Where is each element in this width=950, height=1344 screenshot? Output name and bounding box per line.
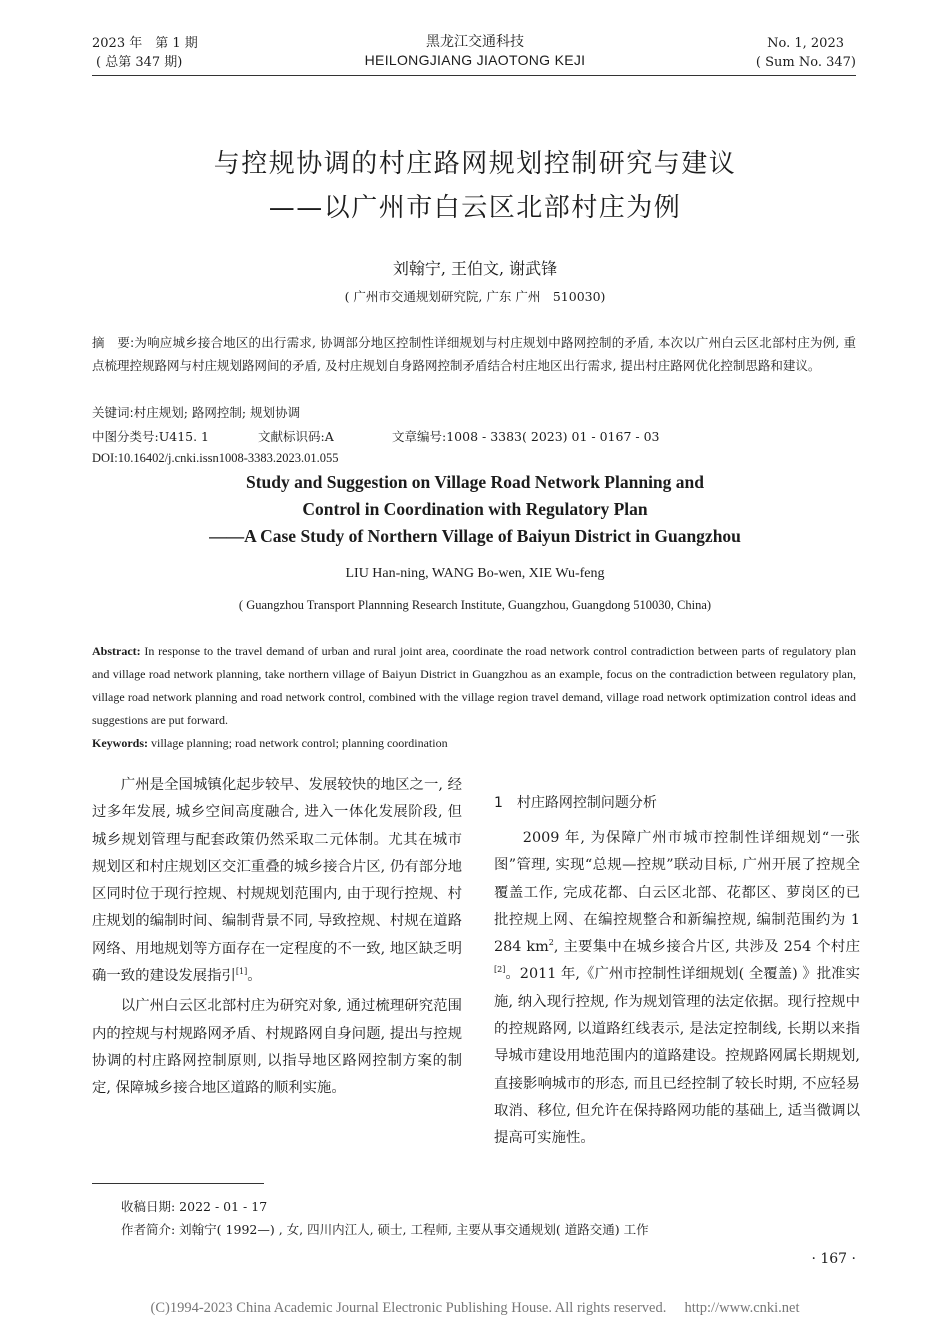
abstract-cn-text: 为响应城乡接合地区的出行需求, 协调部分地区控制性详细规划与村庄规划中路网控制的矛盾, 本次以广州白云区北部村庄为例, 重点梳理控规路网与村庄规划路网间的矛盾, 及村庄规划自身路网控制矛盾结合村庄地区出行需求, 提出村庄路网优化控制思路和建议。 [92, 335, 856, 373]
authors-cn: 刘翰宁, 王伯文, 谢武锋 [392, 259, 558, 278]
section-1-heading: 1 村庄路网控制问题分析 [494, 795, 657, 811]
affiliation-en: ( Guangzhou Transport Plannning Research Institute, Guangzhou, Guangdong 510030, China) [238, 598, 712, 612]
article-no-label: 文章编号: [392, 429, 447, 444]
body-text: 广州是全国城镇化起步较早、发展较快的地区之一, 经过多年发展, 城乡空间高度融合, 进入一体化发展阶段, 但城乡规划管理与配套政策仍然采取二元体制。尤其在城市规划区和村庄规划区交汇重叠的城乡接合片区, 仍有部分地区同时位于现行控规、村规规划范围内, 由于现行控规、村庄规划的编制时间、编制背景不同, 导致控规、村规在道路网络、用地规划等方面存在一定程度的不一致, 地区缺乏明确一致的建设发展指引 [92, 777, 462, 985]
header-journal-en: HEILONGJIANG JIAOTONG KEJI [364, 52, 586, 68]
body-text: , 主要集中在城乡接合片区, 共涉及 254 个村庄 [553, 939, 860, 956]
body-right-column [494, 825, 860, 1153]
abstract-en-label: Abstract [92, 644, 137, 658]
body-paragraph [92, 772, 462, 990]
superscript-2: 2 [548, 938, 554, 948]
header-total-issue: ( 总第 347 期) [96, 55, 183, 70]
keywords-en-label: Keywords [92, 736, 144, 750]
body-paragraph [494, 825, 860, 1153]
title-en-line-2: Control in Coordination with Regulatory Plan [302, 499, 648, 519]
keywords-en: Keywords: village planning; road network control; planning coordination [92, 736, 448, 750]
body-text: 2009 年, 为保障广州市城市控制性详细规划“一张图”管理, 实现“总规—控规”联动目标, 广州开展了控规全覆盖工作, 完成花都、白云区北部、花都区、萝岗区的已批控规上网、在编控规整合和新编控规, 编制范围约为 1 284 km [494, 830, 860, 956]
citation-ref[interactable]: [2] [494, 965, 506, 975]
body-left-column [92, 772, 462, 1103]
header-number: No. 1, 2023 [767, 36, 844, 51]
abstract-en-text: In response to the travel demand of urban and rural joint area, coordinate the road network control contradiction between parts of regulatory plan and village road network planning, take northern village of Baiyun District in Guangzhou as an example, focus on the contradiction between regulatory plan, village road network planning and road network control, combined with the village region travel demand, village road network optimization control ideas and suggestions are put forward. [92, 644, 857, 727]
article-no-value: 1008 - 3383( 2023) 01 - 0167 - 03 [446, 429, 660, 444]
body-paragraph: 以广州白云区北部村庄为研究对象, 通过梳理研究范围内的控规与村规路网矛盾、村规路网自身问题, 提出与控规协调的村庄路网控制原则, 以指导地区路网控制方案的制定, 保障城乡接合地区道路的顺利实施。 [92, 998, 462, 1097]
header-journal-cn: 黑龙江交通科技 [426, 34, 524, 50]
keywords-cn-text: 村庄规划; 路网控制; 规划协调 [133, 405, 301, 420]
footnote-rule [92, 1183, 264, 1184]
keywords-cn [92, 401, 300, 424]
doc-code-value: A [324, 429, 334, 444]
abstract-cn [92, 331, 856, 377]
header-issue: 2023 年 第 1 期 [92, 36, 198, 51]
header-sum-number: ( Sum No. 347) [755, 55, 856, 70]
affiliation-cn: ( 广州市交通规划研究院, 广东 广州 510030) [344, 289, 606, 304]
citation-ref[interactable]: [1] [235, 967, 248, 977]
doi[interactable]: DOI:10.16402/j.cnki.issn1008-3383.2023.01.055 [92, 451, 339, 465]
clc-label: 中图分类号: [92, 429, 159, 444]
title-en-line-1: Study and Suggestion on Village Road Network Planning and [245, 472, 705, 492]
abstract-en: Abstract: In response to the travel demand of urban and rural joint area, coordinate the road network control contradiction between parts of regulatory plan and village road network planning, take northern village of Baiyun District in Guangzhou as an example, focus on the contradiction between regulatory plan, village road network planning and road network control, combined with the village region travel demand, village road network optimization control ideas and suggestions are put forward. [92, 644, 857, 727]
body-text: 。2011 年,《广州市控制性详细规划( 全覆盖) 》批准实施, 纳入现行控规, 作为规划管理的法定依据。现行控规中的控规路网, 以道路红线表示, 是法定控制线, 长期以来指导城市建设用地范围内的道路建设。控规路网属长期规划, 直接影响城市的形态, 而且已经控制了较长时期, 不应轻易取消、移位, 但允许在保持路网功能的基础上, 适当微调以提高可实施性。 [494, 966, 860, 1147]
doc-code-label: 文献标识码: [258, 429, 325, 444]
article-number [392, 425, 660, 448]
header-rule [92, 75, 856, 76]
clc-code: U415. 1 [158, 429, 210, 444]
authors-en: LIU Han-ning, WANG Bo-wen, XIE Wu-feng [345, 566, 605, 581]
body-text: 。 [247, 968, 262, 985]
title-cn-main: 与控规协调的村庄路网规划控制研究与建议 [213, 149, 737, 179]
keywords-cn-label: 关键词: [92, 405, 134, 420]
title-en-line-3: ——A Case Study of Northern Village of Baiyun District in Guangzhou [209, 526, 741, 546]
document-code [258, 425, 334, 448]
page-number: · 167 · [811, 1251, 856, 1267]
abstract-cn-label: 摘 要: [92, 335, 135, 350]
author-bio: 作者简介: 刘翰宁( 1992—) , 女, 四川内江人, 硕士, 工程师, 主要从事交通规划( 道路交通) 工作 [121, 1222, 649, 1237]
received-date: 收稿日期: 2022 - 01 - 17 [121, 1199, 268, 1214]
copyright-notice: (C)1994-2023 China Academic Journal Electronic Publishing House. All rights reserved. http://www.cnki.net [150, 1300, 800, 1316]
title-cn-subtitle: ——以广州市白云区北部村庄为例 [268, 193, 682, 223]
keywords-en-text: village planning; road network control; planning coordination [151, 736, 448, 750]
classification-line [92, 425, 209, 448]
